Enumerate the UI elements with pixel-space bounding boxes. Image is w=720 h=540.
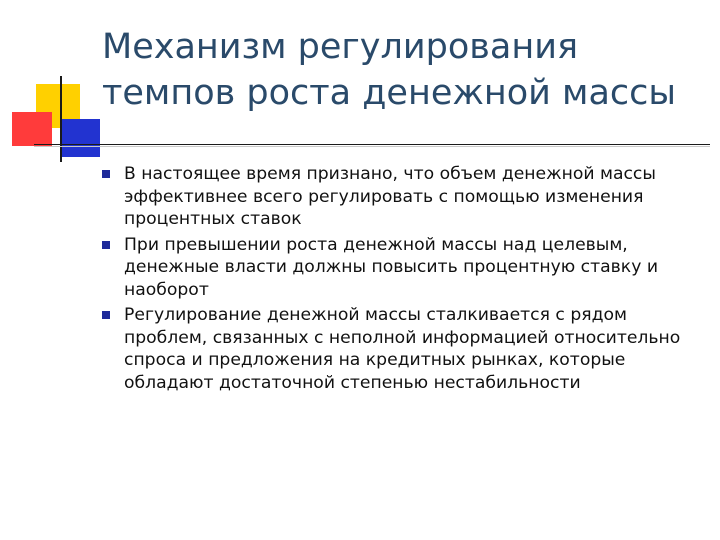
- bullet-item: [100, 234, 700, 302]
- square-bullet-icon: [102, 170, 110, 178]
- bullet-text: Регулирование денежной массы сталкивается с рядом проблем, связанных с неполной информацией относительно спроса и предложения на кредитных рынках, которые обладают достаточной степенью нестабильности: [124, 305, 681, 393]
- square-bullet-icon: [102, 241, 110, 249]
- bullet-text: При превышении роста денежной массы над целевым, денежные власти должны повысить процентную ставку и наоборот: [124, 234, 658, 300]
- bullet-item: [100, 163, 700, 231]
- square-bullet-icon: [102, 311, 110, 319]
- decorative-vertical-line: [60, 76, 62, 162]
- bullet-item: [100, 304, 700, 394]
- title-divider-shadow: [34, 146, 710, 147]
- decorative-red-square: [12, 112, 52, 146]
- slide-title: Механизм регулирования темпов роста денежной массы: [102, 27, 677, 113]
- title-divider-line: [34, 144, 710, 145]
- bullet-list: [100, 163, 700, 397]
- bullet-text: В настоящее время признано, что объем денежной массы эффективнее всего регулировать с помощью изменения процентных ставок: [124, 164, 656, 229]
- decorative-blue-square: [60, 119, 100, 157]
